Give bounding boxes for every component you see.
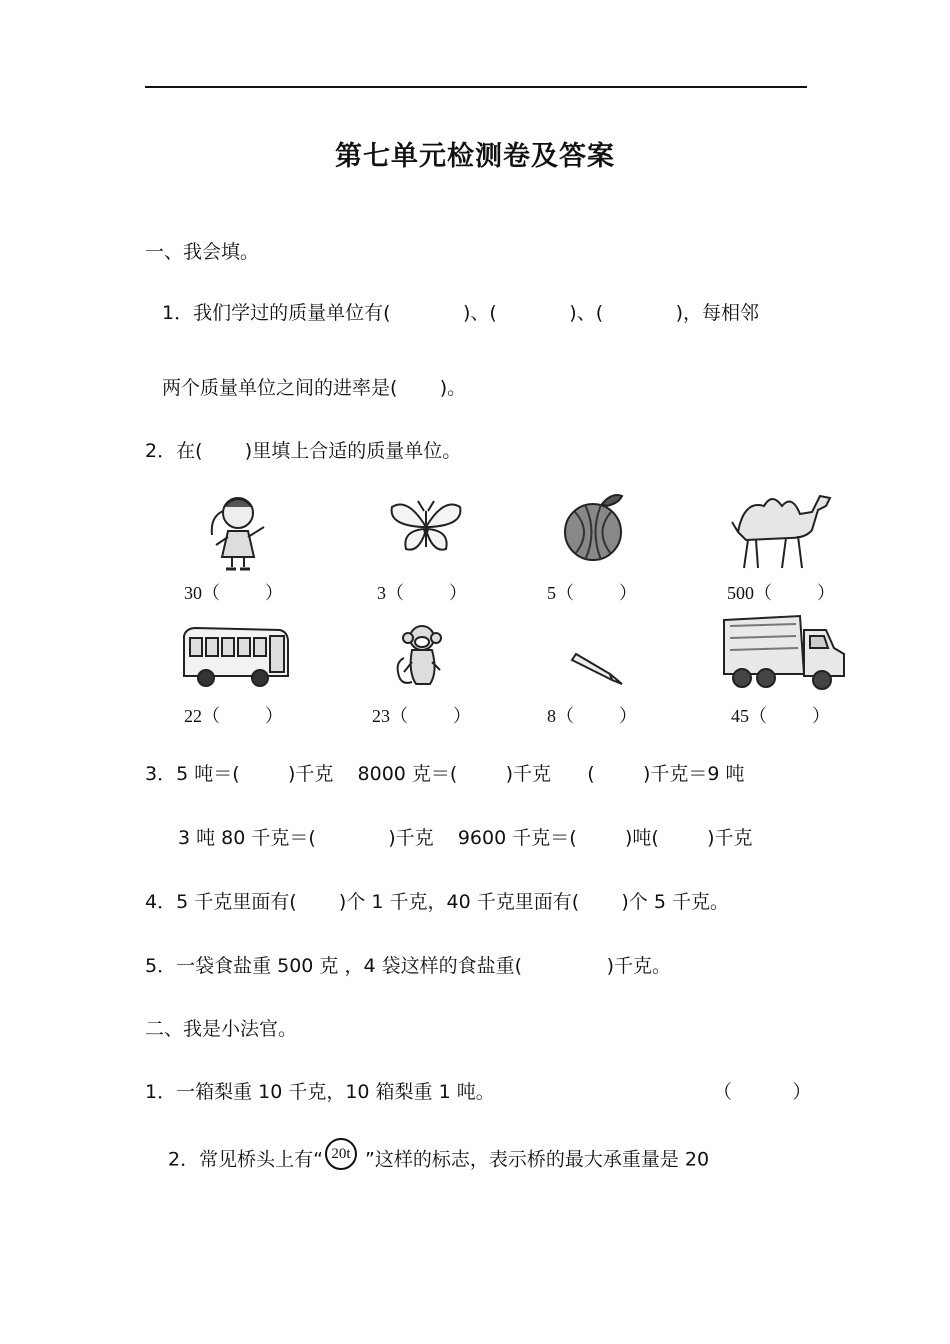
q2-text: 2．在( )里填上合适的质量单位。 xyxy=(145,440,462,462)
page-title: 第七单元检测卷及答案 xyxy=(335,141,615,172)
judge-q2-post: ”这样的标志，表示桥的最大承重量是 20 xyxy=(358,1148,710,1171)
pencil-icon xyxy=(568,652,626,688)
section2-heading: 二、我是小法官。 xyxy=(145,1018,298,1040)
judge-q2-text xyxy=(168,1144,709,1176)
watermelon-icon xyxy=(560,490,632,564)
judge-q1-text: 1．一箱梨重 10 千克，10 箱梨重 1 吨。 xyxy=(145,1081,495,1103)
section1-heading: 一、我会填。 xyxy=(145,241,260,263)
weight-limit-sign-icon: 20t xyxy=(325,1138,357,1170)
q5-text: 5．一袋食盐重 500 克 ，4 袋这样的食盐重( )千克。 xyxy=(145,955,671,977)
q2-label-bus: 22（ ） xyxy=(184,706,283,726)
q2-label-camel: 500（ ） xyxy=(727,583,835,603)
q1-line2: 两个质量单位之间的进率是( )。 xyxy=(162,377,467,399)
girl-icon xyxy=(198,487,278,573)
butterfly-icon xyxy=(388,497,464,557)
q2-label-girl: 30（ ） xyxy=(184,583,283,603)
header-rule xyxy=(145,86,807,88)
judge-q1-answer-paren: （ ） xyxy=(713,1081,812,1103)
truck-icon xyxy=(720,614,848,692)
q4-text: 4．5 千克里面有( )个 1 千克，40 千克里面有( )个 5 千克。 xyxy=(145,891,729,913)
camel-icon xyxy=(726,488,838,572)
q2-label-truck: 45（ ） xyxy=(731,706,830,726)
q1-line1: 1．我们学过的质量单位有( )、( )、( )，每相邻 xyxy=(162,302,759,324)
q3-line2: 3 吨 80 千克＝( )千克 9600 千克＝( )吨( )千克 xyxy=(178,827,753,849)
q2-label-watermelon: 5（ ） xyxy=(547,583,637,603)
monkey-icon xyxy=(394,622,450,692)
q3-line1: 3．5 吨＝( )千克 8000 克＝( )千克 ( )千克＝9 吨 xyxy=(145,763,745,785)
q2-label-monkey: 23（ ） xyxy=(372,706,471,726)
q2-label-butterfly: 3（ ） xyxy=(377,583,467,603)
q2-label-pencil: 8（ ） xyxy=(547,706,637,726)
bus-icon xyxy=(180,626,292,692)
judge-q2-pre: 2．常见桥头上有“ xyxy=(168,1148,323,1171)
